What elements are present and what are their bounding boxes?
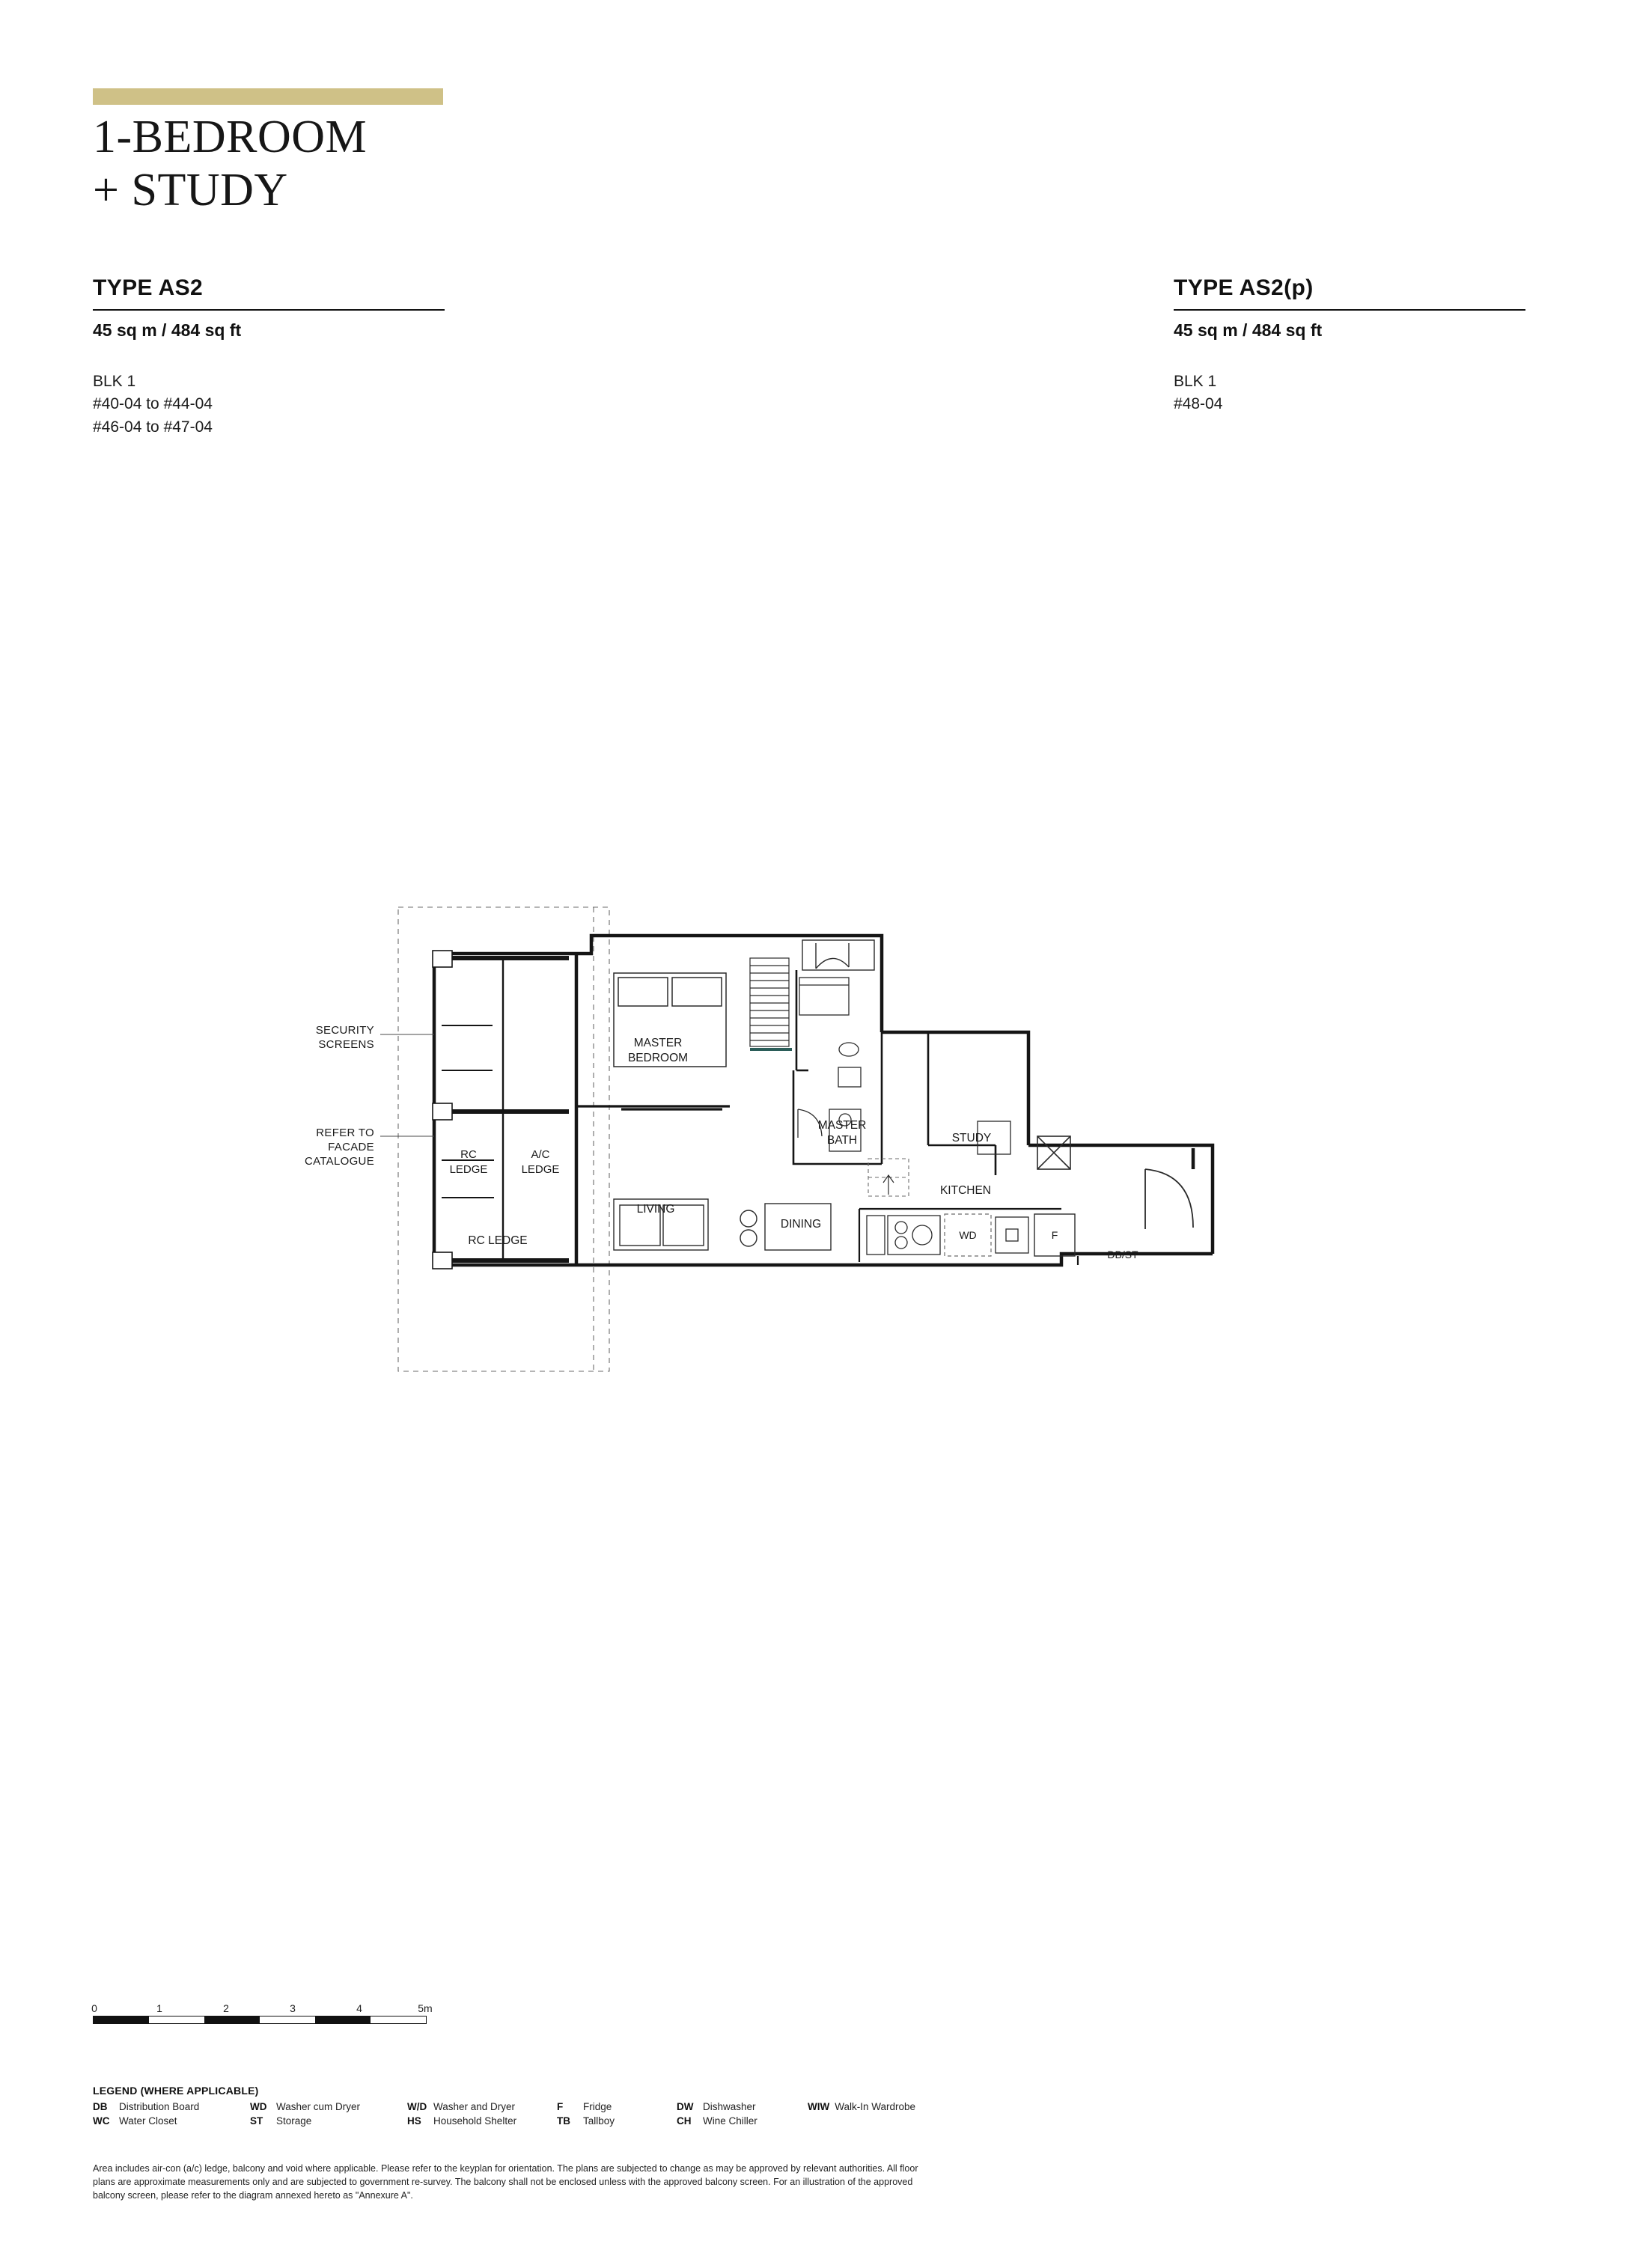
svg-text:LEDGE: LEDGE	[449, 1163, 488, 1176]
legend-text: Tallboy	[583, 2115, 615, 2127]
unit-type-block-as2p	[1174, 275, 1525, 416]
room-label-ac-ledge: A/C	[531, 1148, 550, 1161]
floor-plan	[0, 846, 1631, 1445]
svg-text:BEDROOM: BEDROOM	[627, 1052, 689, 1064]
legend-abbr: WIW	[808, 2101, 830, 2112]
unit-block-list	[1174, 371, 1525, 416]
legend-abbr: CH	[677, 2115, 692, 2127]
room-label-study: STUDY	[951, 1132, 992, 1144]
annotation-line-2: FACADE	[328, 1140, 374, 1153]
annotation-line-1: SECURITY	[315, 1024, 374, 1037]
appliance-label-fridge: F	[1051, 1229, 1058, 1241]
legend-text: Dishwasher	[703, 2101, 756, 2112]
legend-text: Water Closet	[119, 2115, 177, 2127]
legend-abbr: DB	[93, 2101, 108, 2112]
scale-tick-4: 4	[356, 2002, 362, 2014]
legend-item	[407, 2101, 557, 2112]
appliance-label-wd: WD	[959, 1229, 977, 1241]
unit-block-list	[93, 371, 445, 439]
gold-accent-bar	[93, 88, 443, 105]
legend-abbr: WC	[93, 2115, 110, 2127]
room-label-living: LIVING	[636, 1203, 675, 1216]
svg-text:LEDGE: LEDGE	[521, 1163, 560, 1176]
legend-text: Distribution Board	[119, 2101, 200, 2112]
legend-item	[93, 2101, 250, 2112]
legend-abbr: W/D	[407, 2101, 427, 2112]
legend-abbr: DW	[677, 2101, 694, 2112]
room-label-dining: DINING	[780, 1218, 822, 1231]
legend-title: LEGEND (WHERE APPLICABLE)	[93, 2085, 259, 2097]
legend-text: Wine Chiller	[703, 2115, 757, 2127]
unit-type-block-as2	[93, 275, 445, 439]
legend	[93, 2085, 1141, 2127]
scale-tick-labels	[91, 2002, 433, 2016]
unit-range-2: #46-04 to #47-04	[93, 418, 213, 436]
unit-type-area: 45 sq m / 484 sq ft	[1174, 320, 1323, 340]
disclaimer-text: Area includes air-con (a/c) ledge, balcony and void where applicable. Please refer to the keyplan for orientation. The plans are subjected to change as may be approved by relevant authorities. All floor plans are approximate measurements only and are subjected to government re-survey. The balcony shall not be enclosed unless with the approved balcony screen. For an illustration of the approved balcony screen, please refer to the diagram annexed hereto as "Annexure A".	[93, 2163, 918, 2201]
unit-type-area: 45 sq m / 484 sq ft	[93, 320, 242, 340]
scale-tick-1: 1	[156, 2002, 162, 2014]
unit-range-1: #40-04 to #44-04	[93, 395, 213, 413]
legend-text: Washer cum Dryer	[276, 2101, 361, 2112]
annotation-line-2: SCREENS	[318, 1037, 374, 1051]
scale-tick-2: 2	[223, 2002, 229, 2014]
scale-tick-3: 3	[290, 2002, 296, 2014]
divider-rule	[1174, 309, 1525, 311]
svg-text:BATH: BATH	[826, 1134, 858, 1147]
scale-bar	[91, 2002, 433, 2024]
page-title	[93, 112, 367, 216]
legend-item	[407, 2115, 557, 2127]
unit-type-name: TYPE AS2(p)	[1174, 275, 1314, 300]
legend-abbr: TB	[557, 2115, 570, 2127]
legend-item	[557, 2101, 677, 2112]
annotation-line-1: REFER TO	[316, 1127, 374, 1139]
legend-item	[808, 2101, 957, 2112]
legend-item	[93, 2115, 250, 2127]
room-label-rc-ledge-left: RC	[460, 1148, 477, 1161]
scale-tick-0: 0	[91, 2002, 97, 2014]
scale-bar-graphic	[93, 2016, 427, 2024]
legend-abbr: HS	[407, 2115, 421, 2127]
unit-type-name: TYPE AS2	[93, 275, 204, 300]
room-label-db-st: DB/ST	[1107, 1249, 1138, 1260]
page-title-line2: + STUDY	[93, 164, 288, 216]
unit-range-1: #48-04	[1174, 395, 1223, 413]
scale-tick-5: 5m	[418, 2002, 433, 2014]
legend-item	[250, 2115, 407, 2127]
legend-text: Storage	[276, 2115, 312, 2127]
legend-item	[677, 2101, 808, 2112]
legend-item	[250, 2101, 407, 2112]
legend-abbr: F	[557, 2101, 564, 2112]
legend-abbr: WD	[250, 2101, 267, 2112]
legend-text: Fridge	[583, 2101, 612, 2112]
block-label: BLK 1	[1174, 373, 1217, 390]
legend-text: Walk-In Wardrobe	[835, 2101, 916, 2112]
divider-rule	[93, 309, 445, 311]
legend-item	[557, 2115, 677, 2127]
room-label-master-bedroom: MASTER	[633, 1037, 683, 1049]
legend-text: Washer and Dryer	[433, 2101, 516, 2112]
legend-item	[808, 2115, 957, 2127]
room-label-rc-ledge-lower: RC LEDGE	[468, 1234, 528, 1247]
legend-text: Household Shelter	[433, 2115, 517, 2127]
legend-abbr: ST	[250, 2115, 263, 2127]
room-label-master-bath: MASTER	[817, 1119, 867, 1132]
page-title-line1: 1-BEDROOM	[93, 112, 368, 162]
legend-item	[677, 2115, 808, 2127]
legend-grid	[93, 2101, 1141, 2127]
block-label: BLK 1	[93, 373, 136, 390]
annotation-line-3: CATALOGUE	[305, 1154, 374, 1168]
room-label-kitchen: KITCHEN	[939, 1184, 992, 1197]
